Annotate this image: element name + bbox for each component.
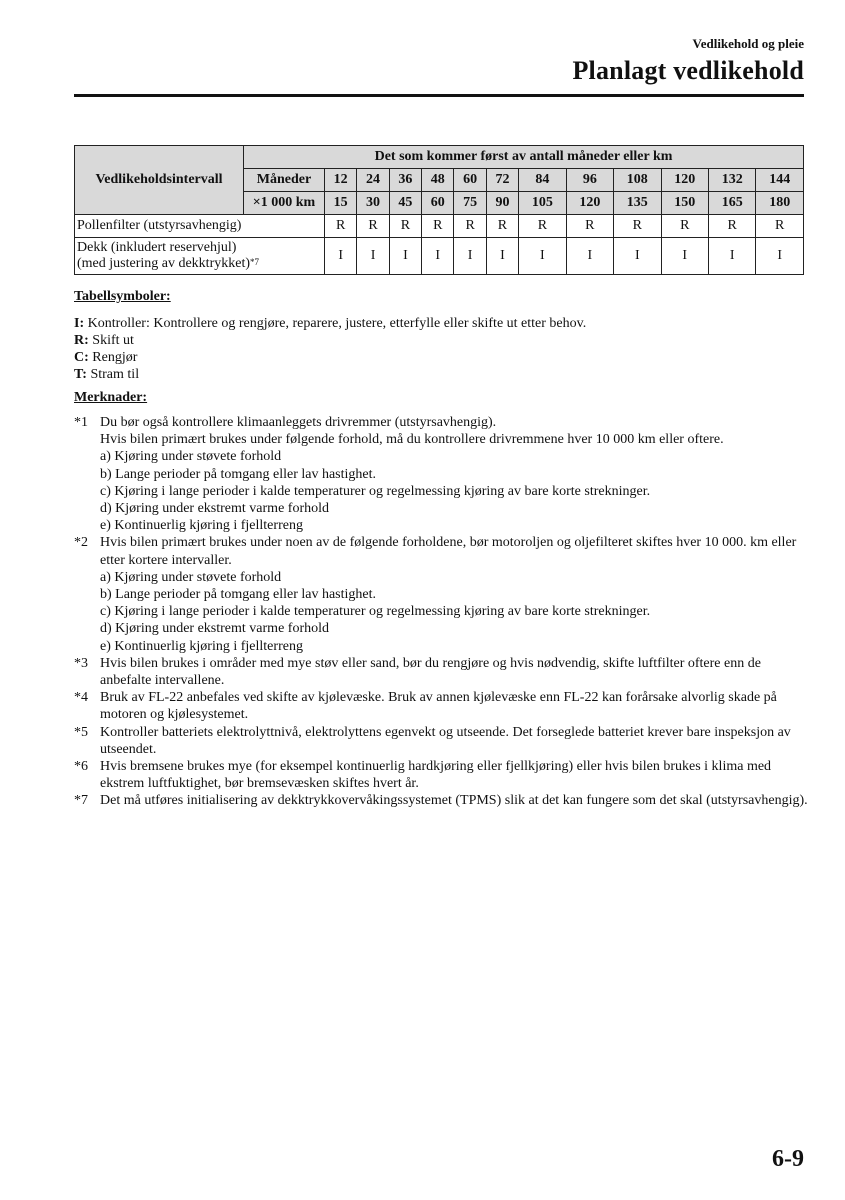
symbol-text: Stram til: [86, 367, 140, 382]
table-header-row: [75, 146, 804, 169]
row-label: [75, 215, 325, 238]
interval-label: Vedlikeholdsintervall: [75, 146, 244, 215]
note-line: e) Kontinuerlig kjøring i fjellterreng: [100, 638, 303, 654]
symbol-text: Skift ut: [88, 333, 134, 348]
symbol-key: I:: [74, 316, 85, 331]
km-cell: 90: [486, 192, 518, 215]
month-cell: 24: [357, 169, 389, 192]
note-body: [100, 792, 809, 809]
note-body: [100, 689, 809, 723]
note-line: Hvis bremsene brukes mye (for eksempel kontinuerlig hardkjøring eller fjellkjøring) eller hvis bilen brukes i klima med ekstrem luftfuktighet, bør bremsevæsken skiftes hvert år.: [100, 759, 772, 792]
month-cell: 84: [519, 169, 566, 192]
value-cell: I: [614, 238, 661, 275]
note-item: [74, 758, 809, 792]
symbols-list: [74, 315, 809, 383]
note-body: [100, 724, 809, 758]
symbol-key: C:: [74, 350, 89, 365]
km-cell: 60: [422, 192, 454, 215]
note-line: b) Lange perioder på tomgang eller lav hastighet.: [100, 587, 377, 603]
note-line: Kontroller batteriets elektrolyttnivå, elektrolyttens egenvekt og utseende. Det forseglede batteriet krever bare inspeksjon av utseendet.: [100, 724, 791, 757]
note-item: [74, 655, 809, 689]
symbol-text: Kontroller: Kontrollere og rengjøre, reparere, justere, etterfylle eller skifte ut etter behov.: [84, 316, 587, 331]
section-label: Vedlikehold og pleie: [692, 36, 804, 51]
km-cell: 15: [325, 192, 357, 215]
note-body: [100, 414, 809, 534]
note-item: [74, 414, 809, 534]
notes-heading: Merknader:: [74, 390, 148, 405]
km-label: ×1 000 km: [244, 192, 325, 215]
note-line: b) Lange perioder på tomgang eller lav hastighet.: [100, 466, 377, 482]
note-line: Bruk av FL-22 anbefales ved skifte av kjølevæske. Bruk av annen kjølevæske enn FL-22 kan forårsake alvorlig skade på motoren og kjølesystemet.: [100, 690, 777, 723]
symbol-item: [74, 349, 809, 366]
value-cell: R: [422, 215, 454, 238]
note-item: [74, 724, 809, 758]
symbol-key: R:: [74, 333, 89, 348]
note-body: [100, 758, 809, 792]
km-cell: 105: [519, 192, 566, 215]
note-marker: *3: [74, 655, 88, 671]
km-cell: 180: [756, 192, 804, 215]
month-cell: 36: [389, 169, 421, 192]
km-cell: 135: [614, 192, 661, 215]
note-line: a) Kjøring under støvete forhold: [100, 569, 282, 585]
value-cell: I: [389, 238, 421, 275]
note-body: [100, 534, 809, 654]
value-cell: R: [486, 215, 518, 238]
value-cell: I: [357, 238, 389, 275]
note-line: a) Kjøring under støvete forhold: [100, 449, 282, 465]
symbols-section: [74, 288, 809, 383]
note-line: c) Kjøring i lange perioder i kalde temperaturer og regelmessing kjøring av bare korte strekninger.: [100, 604, 651, 620]
symbols-heading: Tabellsymboler:: [74, 289, 171, 304]
page-number: 6-9: [772, 1146, 804, 1172]
note-marker: *5: [74, 724, 88, 740]
month-cell: 12: [325, 169, 357, 192]
note-line: c) Kjøring i lange perioder i kalde temperaturer og regelmessing kjøring av bare korte strekninger.: [100, 483, 651, 499]
month-cell: 72: [486, 169, 518, 192]
note-item: [74, 792, 809, 809]
value-cell: R: [614, 215, 661, 238]
km-cell: 45: [389, 192, 421, 215]
month-cell: 132: [708, 169, 755, 192]
note-line: e) Kontinuerlig kjøring i fjellterreng: [100, 518, 303, 534]
value-cell: R: [756, 215, 804, 238]
note-line: d) Kjøring under ekstremt varme forhold: [100, 501, 329, 517]
month-cell: 48: [422, 169, 454, 192]
note-line: Hvis bilen primært brukes under noen av de følgende forholdene, bør motoroljen og oljefilteret skiftes hver 10 000. km eller etter kortere intervaller.: [100, 535, 797, 568]
notes-heading-block: [74, 389, 809, 406]
month-cell: 108: [614, 169, 661, 192]
row-label-line: Pollenfilter (utstyrsavhengig): [77, 218, 242, 233]
note-line: Det må utføres initialisering av dekktrykkovervåkingssystemet (TPMS) slik at det kan fungere som det skal (utstyrsavhengig).: [100, 793, 808, 809]
km-cell: 30: [357, 192, 389, 215]
month-cell: 120: [661, 169, 708, 192]
value-cell: I: [325, 238, 357, 275]
value-cell: R: [454, 215, 486, 238]
value-cell: R: [325, 215, 357, 238]
maintenance-schedule-table: [74, 145, 804, 275]
km-cell: 165: [708, 192, 755, 215]
footnote-ref: *7: [250, 257, 260, 267]
note-item: [74, 689, 809, 723]
row-label-line: Dekk (inkludert reservehjul): [77, 240, 237, 255]
symbol-key: T:: [74, 367, 87, 382]
value-cell: I: [454, 238, 486, 275]
value-cell: I: [486, 238, 518, 275]
table-row: [75, 215, 804, 238]
page-title: Planlagt vedlikehold: [572, 56, 804, 85]
top-header: Det som kommer først av antall måneder eller km: [244, 146, 804, 169]
note-body: [100, 655, 809, 689]
note-marker: *4: [74, 690, 88, 706]
value-cell: R: [708, 215, 755, 238]
months-label: Måneder: [244, 169, 325, 192]
value-cell: R: [661, 215, 708, 238]
note-line: Hvis bilen brukes i områder med mye støv eller sand, bør du rengjøre og hvis nødvendig, skifte luftfilter oftere enn de anbefalte intervallene.: [100, 655, 761, 689]
row-label-line: [77, 256, 324, 272]
value-cell: R: [519, 215, 566, 238]
note-line: Du bør også kontrollere klimaanleggets drivremmer (utstyrsavhengig).: [100, 415, 497, 430]
row-label: [75, 238, 325, 275]
note-line: Hvis bilen primært brukes under følgende forhold, må du kontrollere drivremmene hver 10 000 km eller oftere.: [100, 432, 724, 448]
title-rule: [74, 94, 804, 97]
note-marker: *2: [74, 535, 88, 551]
note-marker: *1: [74, 415, 88, 430]
value-cell: R: [357, 215, 389, 238]
note-marker: *6: [74, 759, 88, 775]
km-cell: 120: [566, 192, 613, 215]
km-cell: 150: [661, 192, 708, 215]
value-cell: I: [566, 238, 613, 275]
symbol-text: Rengjør: [88, 350, 138, 365]
value-cell: R: [389, 215, 421, 238]
km-cell: 75: [454, 192, 486, 215]
value-cell: R: [566, 215, 613, 238]
table-row: [75, 238, 804, 275]
notes-list: [74, 414, 809, 810]
note-item: [74, 534, 809, 654]
month-cell: 60: [454, 169, 486, 192]
note-line: d) Kjøring under ekstremt varme forhold: [100, 621, 329, 637]
month-cell: 96: [566, 169, 613, 192]
value-cell: I: [756, 238, 804, 275]
value-cell: I: [519, 238, 566, 275]
symbol-item: [74, 315, 809, 332]
value-cell: I: [661, 238, 708, 275]
month-cell: 144: [756, 169, 804, 192]
note-marker: *7: [74, 793, 88, 809]
row-label-text: (med justering av dekktrykket): [77, 256, 251, 271]
symbol-item: [74, 366, 809, 383]
value-cell: I: [708, 238, 755, 275]
symbol-item: [74, 332, 809, 349]
value-cell: I: [422, 238, 454, 275]
